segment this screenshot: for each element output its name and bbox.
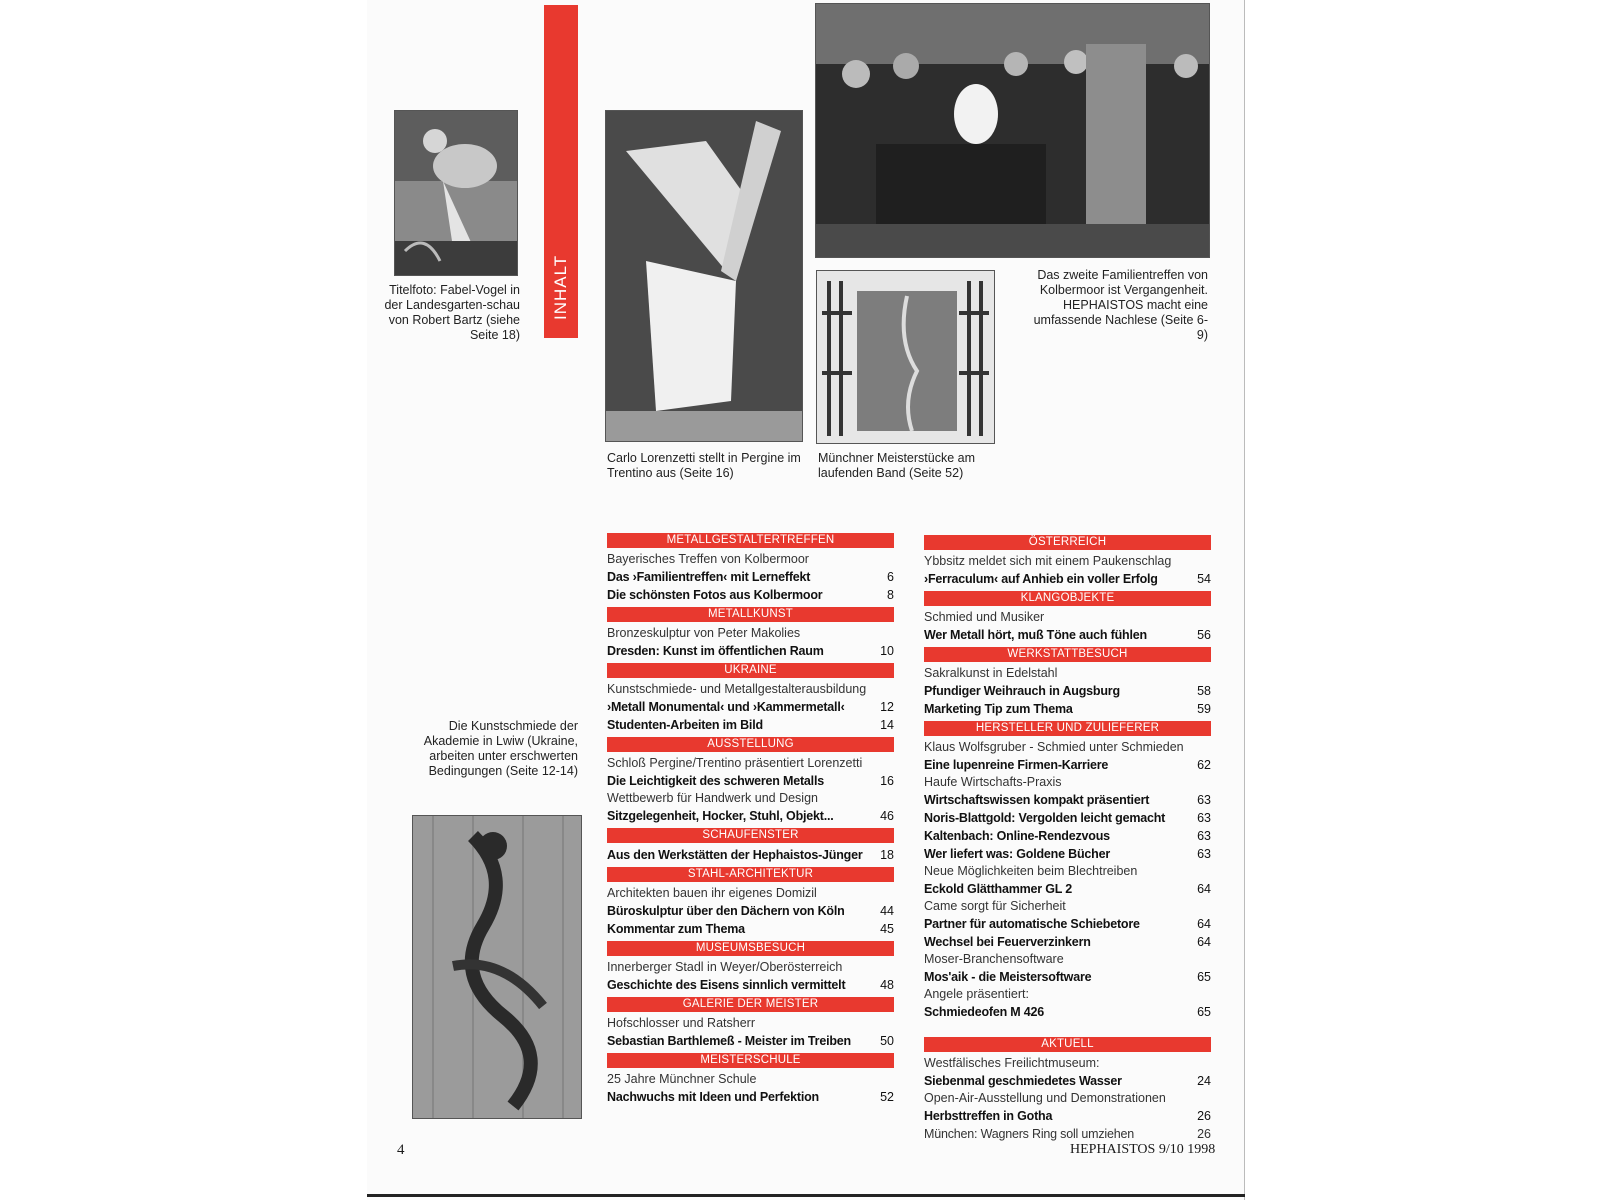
- article-kicker: Schloß Pergine/Trentino präsentiert Lorenzetti: [607, 756, 863, 770]
- entry-page-number: 18: [880, 848, 894, 862]
- article-kicker: Bayerisches Treffen von Kolbermoor: [607, 552, 809, 566]
- toc-entry[interactable]: [924, 756, 1211, 774]
- caption-lorenzetti: Carlo Lorenzetti stellt in Pergine im Trentino aus (Seite 16): [607, 451, 801, 480]
- entry-page-number: 65: [1197, 970, 1211, 984]
- toc-column-left: [607, 530, 894, 1106]
- section-header: MEISTERSCHULE: [607, 1053, 894, 1068]
- entry-title: Büroskulptur über den Dächern von Köln: [607, 904, 845, 918]
- entry-page-number: 63: [1197, 811, 1211, 825]
- toc-entry[interactable]: [607, 698, 894, 716]
- toc-section: [924, 591, 1211, 644]
- toc-entry[interactable]: [924, 626, 1211, 644]
- entry-title: Schmiedeofen M 426: [924, 1005, 1045, 1019]
- article-kicker: Architekten bauen ihr eigenes Domizil: [607, 886, 817, 900]
- toc-entry[interactable]: [924, 933, 1211, 951]
- toc-entry[interactable]: [924, 1072, 1211, 1090]
- toc-entry[interactable]: [924, 682, 1211, 700]
- entry-page-number: 65: [1197, 1005, 1211, 1019]
- entry-page-number: 10: [880, 644, 894, 658]
- section-header: STAHL-ARCHITEKTUR: [607, 867, 894, 882]
- toc-section: [607, 533, 894, 604]
- article-kicker: Came sorgt für Sicherheit: [924, 899, 1066, 913]
- article-kicker: Hofschlosser und Ratsherr: [607, 1016, 755, 1030]
- article-kicker: Haufe Wirtschafts-Praxis: [924, 775, 1062, 789]
- entry-title: ›Metall Monumental‹ und ›Kammermetall‹: [607, 700, 845, 714]
- toc-entry[interactable]: [924, 1125, 1211, 1143]
- entry-title: Wechsel bei Feuerverzinkern: [924, 935, 1091, 949]
- article-kicker: Schmied und Musiker: [924, 610, 1045, 624]
- entry-page-number: 54: [1197, 572, 1211, 586]
- toc-entry[interactable]: [924, 700, 1211, 718]
- toc-section: [607, 737, 894, 825]
- article-kicker: Open-Air-Ausstellung und Demonstrationen: [924, 1091, 1166, 1105]
- section-header: ÖSTERREICH: [924, 535, 1211, 550]
- section-header: KLANGOBJEKTE: [924, 591, 1211, 606]
- photo-meisterstuecke: [816, 270, 995, 444]
- article-kicker: Wettbewerb für Handwerk und Design: [607, 791, 818, 805]
- article-kicker: Neue Möglichkeiten beim Blechtreiben: [924, 864, 1138, 878]
- entry-title: Dresden: Kunst im öffentlichen Raum: [607, 644, 824, 658]
- toc-column-right: [924, 532, 1211, 1143]
- toc-entry[interactable]: [924, 915, 1211, 933]
- photo-lorenzetti-sculpture: [605, 110, 803, 442]
- toc-entry[interactable]: [924, 1107, 1211, 1125]
- toc-section: [607, 941, 894, 994]
- entry-title: Wer Metall hört, muß Töne auch fühlen: [924, 628, 1147, 642]
- article-kicker: Sakralkunst in Edelstahl: [924, 666, 1058, 680]
- entry-title: Marketing Tip zum Thema: [924, 702, 1073, 716]
- toc-entry[interactable]: [607, 568, 894, 586]
- entry-page-number: 12: [880, 700, 894, 714]
- section-header: SCHAUFENSTER: [607, 828, 894, 843]
- entry-page-number: 45: [880, 922, 894, 936]
- entry-page-number: 14: [880, 718, 894, 732]
- page-number: 4: [397, 1142, 405, 1158]
- scan-bottom-edge: [367, 1194, 1245, 1197]
- section-header: AKTUELL: [924, 1037, 1211, 1052]
- entry-title: Pfundiger Weihrauch in Augsburg: [924, 684, 1120, 698]
- toc-entry[interactable]: [607, 1032, 894, 1050]
- entry-title: Das ›Familientreffen‹ mit Lerneffekt: [607, 570, 811, 584]
- entry-page-number: 50: [880, 1034, 894, 1048]
- magazine-issue: HEPHAISTOS 9/10 1998: [1070, 1142, 1216, 1157]
- toc-section: [607, 997, 894, 1050]
- entry-page-number: 8: [887, 588, 894, 602]
- entry-title: Die schönsten Fotos aus Kolbermoor: [607, 588, 823, 602]
- toc-section: [607, 828, 894, 864]
- toc-entry[interactable]: [607, 920, 894, 938]
- article-kicker: Innerberger Stadl in Weyer/Oberösterreich: [607, 960, 843, 974]
- entry-title: Noris-Blattgold: Vergolden leicht gemacht: [924, 811, 1166, 825]
- caption-lwiw: Die Kunstschmiede der Akademie in Lwiw (Ukraine, arbeiten unter erschwerten Bedingungen (Seite 12-14): [423, 719, 578, 778]
- entry-page-number: 62: [1197, 758, 1211, 772]
- article-kicker: Moser-Branchensoftware: [924, 952, 1064, 966]
- toc-section: [924, 1037, 1211, 1143]
- entry-page-number: 26: [1197, 1109, 1211, 1123]
- entry-title: Siebenmal geschmiedetes Wasser: [924, 1074, 1122, 1088]
- entry-page-number: 26: [1197, 1127, 1211, 1141]
- toc-entry[interactable]: [607, 716, 894, 734]
- entry-page-number: 63: [1197, 847, 1211, 861]
- entry-title: Partner für automatische Schiebetore: [924, 917, 1140, 931]
- entry-title: ›Ferraculum‹ auf Anhieb ein voller Erfolg: [924, 572, 1158, 586]
- entry-title: München: Wagners Ring soll umziehen: [924, 1127, 1135, 1141]
- toc-entry[interactable]: [924, 827, 1211, 845]
- entry-page-number: 48: [880, 978, 894, 992]
- entry-title: Aus den Werkstätten der Hephaistos-Jünger: [607, 848, 863, 862]
- entry-page-number: 6: [887, 570, 894, 584]
- entry-title: Wirtschaftswissen kompakt präsentiert: [924, 793, 1150, 807]
- article-kicker: Angele präsentiert:: [924, 987, 1029, 1001]
- toc-section: [924, 721, 1211, 1021]
- caption-meisterstuecke: Münchner Meisterstücke am laufenden Band (Seite 52): [818, 451, 976, 480]
- toc-entry[interactable]: [607, 642, 894, 660]
- toc-entry[interactable]: [924, 809, 1211, 827]
- page-edge: [1244, 0, 1245, 1200]
- entry-title: Eckold Glätthammer GL 2: [924, 882, 1072, 896]
- toc-entry[interactable]: [607, 807, 894, 825]
- toc-section: [607, 1053, 894, 1106]
- article-kicker: Kunstschmiede- und Metallgestalterausbildung: [607, 682, 867, 696]
- toc-entry[interactable]: [607, 846, 894, 864]
- entry-title: Sitzgelegenheit, Hocker, Stuhl, Objekt...: [607, 809, 834, 823]
- entry-page-number: 16: [880, 774, 894, 788]
- toc-entry[interactable]: [607, 772, 894, 790]
- entry-title: Geschichte des Eisens sinnlich vermittelt: [607, 978, 846, 992]
- photo-familientreffen: [815, 3, 1210, 258]
- entry-page-number: 64: [1197, 935, 1211, 949]
- toc-entry[interactable]: [924, 791, 1211, 809]
- entry-title: Eine lupenreine Firmen-Karriere: [924, 758, 1109, 772]
- entry-page-number: 59: [1197, 702, 1211, 716]
- article-kicker: Ybbsitz meldet sich mit einem Paukenschlag: [924, 554, 1172, 568]
- section-header: GALERIE DER MEISTER: [607, 997, 894, 1012]
- toc-section: [607, 663, 894, 734]
- toc-section: [924, 535, 1211, 588]
- toc-entry[interactable]: [607, 1088, 894, 1106]
- section-header: HERSTELLER UND ZULIEFERER: [924, 721, 1211, 736]
- toc-entry[interactable]: [607, 902, 894, 920]
- entry-page-number: 64: [1197, 882, 1211, 896]
- article-kicker: Klaus Wolfsgruber - Schmied unter Schmieden: [924, 740, 1184, 754]
- toc-section: [924, 647, 1211, 718]
- inhalt-text: INHALT: [551, 254, 570, 320]
- entry-title: Sebastian Barthlemeß - Meister im Treiben: [607, 1034, 851, 1048]
- article-kicker: Bronzeskulptur von Peter Makolies: [607, 626, 801, 640]
- entry-title: Nachwuchs mit Ideen und Perfektion: [607, 1090, 819, 1104]
- entry-page-number: 44: [880, 904, 894, 918]
- entry-page-number: 46: [880, 809, 894, 823]
- toc-entry[interactable]: [924, 880, 1211, 898]
- entry-title: Kommentar zum Thema: [607, 922, 745, 936]
- inhalt-side-label: [544, 5, 578, 338]
- entry-title: Studenten-Arbeiten im Bild: [607, 718, 763, 732]
- toc-entry[interactable]: [924, 570, 1211, 588]
- article-kicker: Westfälisches Freilichtmuseum:: [924, 1056, 1100, 1070]
- toc-section: [607, 607, 894, 660]
- toc-entry[interactable]: [607, 586, 894, 604]
- entry-page-number: 63: [1197, 829, 1211, 843]
- toc-entry[interactable]: [924, 845, 1211, 863]
- toc-entry[interactable]: [924, 968, 1211, 986]
- entry-title: Herbsttreffen in Gotha: [924, 1109, 1053, 1123]
- toc-entry[interactable]: [924, 1003, 1211, 1021]
- article-kicker: 25 Jahre Münchner Schule: [607, 1072, 757, 1086]
- section-header: MUSEUMSBESUCH: [607, 941, 894, 956]
- entry-page-number: 56: [1197, 628, 1211, 642]
- entry-title: Kaltenbach: Online-Rendezvous: [924, 829, 1110, 843]
- entry-page-number: 24: [1197, 1074, 1211, 1088]
- section-header: AUSSTELLUNG: [607, 737, 894, 752]
- cover-photo-bird: [394, 110, 518, 276]
- entry-page-number: 63: [1197, 793, 1211, 807]
- section-header: METALLKUNST: [607, 607, 894, 622]
- entry-page-number: 64: [1197, 917, 1211, 931]
- caption-cover: Titelfoto: Fabel-Vogel in der Landesgarten-schau von Robert Bartz (siehe Seite 18): [384, 283, 520, 342]
- toc-section: [607, 867, 894, 938]
- toc-entry[interactable]: [607, 976, 894, 994]
- entry-page-number: 58: [1197, 684, 1211, 698]
- caption-familientreffen: Das zweite Familientreffen von Kolbermoor ist Vergangenheit. HEPHAISTOS macht eine umfassende Nachlese (Seite 6-9): [1033, 268, 1208, 342]
- section-header: WERKSTATTBESUCH: [924, 647, 1211, 662]
- entry-title: Wer liefert was: Goldene Bücher: [924, 847, 1110, 861]
- entry-page-number: 52: [880, 1090, 894, 1104]
- section-header: METALLGESTALTERTREFFEN: [607, 533, 894, 548]
- photo-lwiw-ironwork: [412, 815, 582, 1119]
- entry-title: Mos'aik - die Meistersoftware: [924, 970, 1092, 984]
- entry-title: Die Leichtigkeit des schweren Metalls: [607, 774, 824, 788]
- section-header: UKRAINE: [607, 663, 894, 678]
